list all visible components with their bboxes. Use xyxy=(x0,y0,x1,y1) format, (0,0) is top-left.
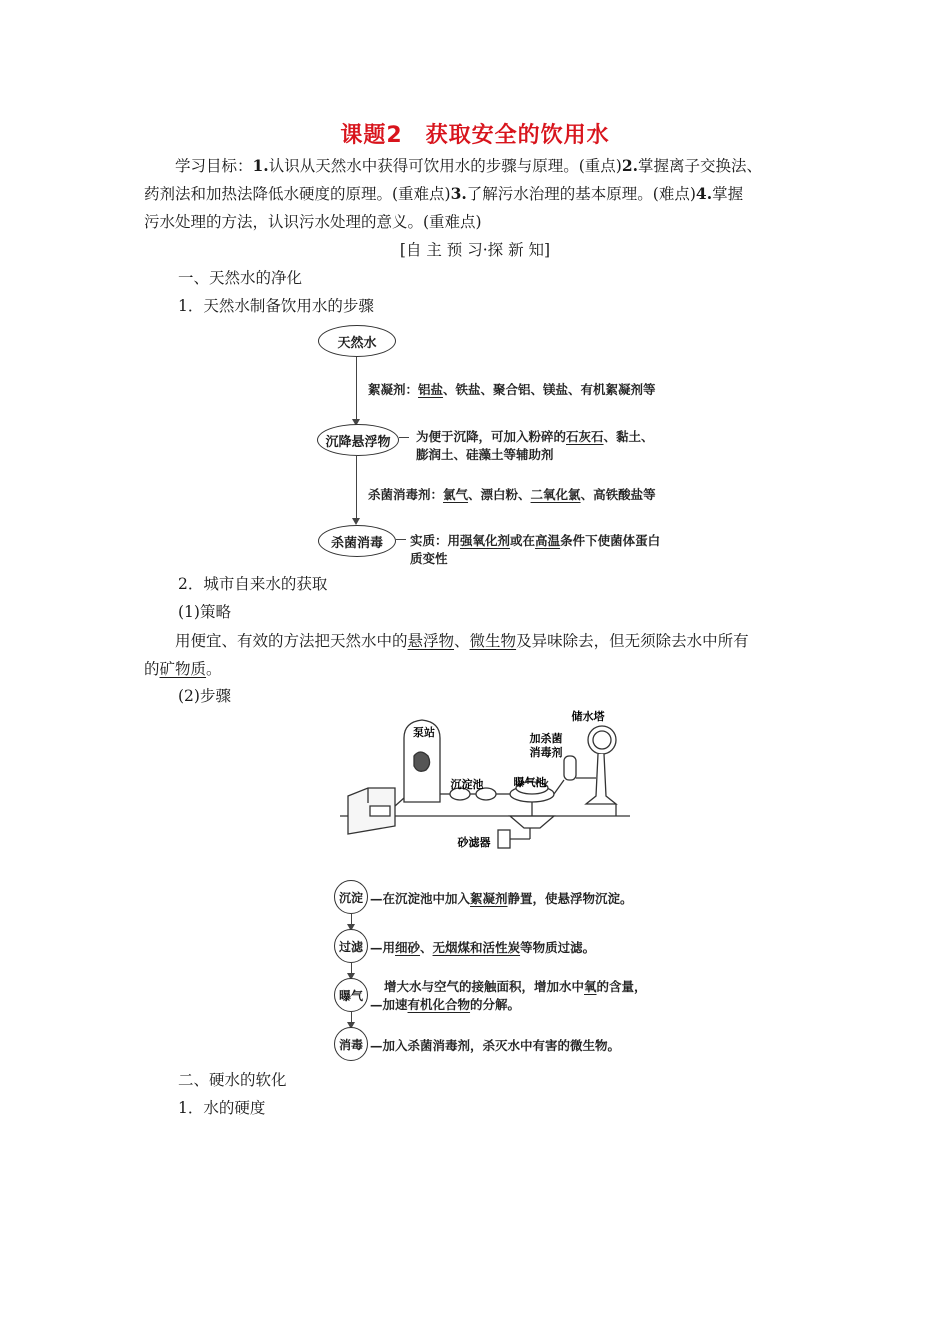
text: 二氧化氯 xyxy=(530,487,581,502)
flow-step-disinfection: 消毒 xyxy=(334,1027,368,1061)
text: 悬浮物 xyxy=(407,632,455,650)
text: 、高铁酸盐等 xyxy=(580,487,656,502)
text: 的分解。 xyxy=(470,997,521,1012)
text: 了解污水治理的基本原理。(难点) xyxy=(466,185,696,203)
text: 、漂白粉、 xyxy=(468,487,531,502)
text: 药剂法和加热法降低水硬度的原理。(重难点) xyxy=(144,185,451,203)
num: 4. xyxy=(695,184,713,203)
objectives-label: 学习目标： xyxy=(175,157,253,175)
text: 絮凝剂 xyxy=(470,891,508,906)
objectives xyxy=(144,152,814,236)
text: 质变性 xyxy=(410,551,448,566)
flow-desc-disinfection: —加入杀菌消毒剂，杀灭水中有害的微生物。 xyxy=(370,1038,621,1053)
text: 的 xyxy=(144,660,160,678)
sand-filter xyxy=(498,830,510,848)
page-title: 课题2 获取安全的饮用水 xyxy=(340,123,610,148)
text: 细砂 xyxy=(395,940,421,955)
text: 掌握 xyxy=(712,185,744,203)
aeration-pool-label: 曝气池 xyxy=(513,776,547,789)
arrow-down-icon xyxy=(352,518,360,525)
text: 用 xyxy=(382,940,396,955)
text: 微生物 xyxy=(469,632,517,650)
text: 的含量， xyxy=(596,979,647,994)
disinfectant-label-1: 加杀菌 xyxy=(529,732,563,745)
text: 为便于沉降，可加入粉碎的 xyxy=(416,429,567,444)
flow-connector xyxy=(351,1012,352,1026)
arrow-down-icon xyxy=(347,973,355,980)
text: 或在 xyxy=(510,533,536,548)
water-tower-label: 储水塔 xyxy=(571,710,605,723)
flow-node-disinfection: 杀菌消毒 xyxy=(318,525,396,557)
text: 杀菌消毒剂： xyxy=(368,487,444,502)
section-heading-1: 一、天然水的净化 xyxy=(178,269,303,287)
text: 氯气 xyxy=(443,487,469,502)
arrow-down-icon xyxy=(347,924,355,931)
subsection-heading-2-1: 1．水的硬度 xyxy=(178,1099,266,1117)
pump-station-label: 泵站 xyxy=(413,726,435,739)
water-plant-illustration xyxy=(340,708,630,858)
text: 等物质过滤。 xyxy=(520,940,596,955)
text: 在沉淀池中加入 xyxy=(382,891,471,906)
sand-filter-label: 砂滤器 xyxy=(457,836,491,849)
flow-step-filtration: 过滤 xyxy=(334,929,368,963)
flow-step-disinfectant xyxy=(368,485,656,503)
num: 2. xyxy=(621,156,638,175)
flow-desc-aeration: 增大水与空气的接触面积，增加水中氧的含量， —加速有机化合物的分解。 xyxy=(370,979,647,1012)
text: 增大水与空气的接触面积，增加水中 xyxy=(384,979,585,994)
text: 及异味除去，但无须除去水中所有 xyxy=(516,632,749,650)
num: 3. xyxy=(450,184,467,203)
sedimentation-tank-label: 沉淀池 xyxy=(450,778,484,791)
text: 污水处理的方法，认识污水处理的意义。(重难点) xyxy=(144,213,482,231)
text: 加速 xyxy=(382,997,408,1012)
flow-step-sedimentation: 沉淀 xyxy=(334,880,368,914)
arrow-down-icon xyxy=(347,1022,355,1029)
section-banner: [自 主 预 习·探 新 知] xyxy=(399,241,551,259)
text: 认识从天然水中获得可饮用水的步骤与原理。(重点) xyxy=(268,157,622,175)
flow-connector xyxy=(399,437,409,438)
flow-node-sedimentation: 沉降悬浮物 xyxy=(317,424,399,456)
subsection-heading-1-1: 1．天然水制备饮用水的步骤 xyxy=(178,297,374,315)
text: 矿物质 xyxy=(159,660,207,678)
flow-connector xyxy=(356,456,357,522)
text: 、 xyxy=(420,940,433,955)
text: 无烟煤和活性炭 xyxy=(432,940,521,955)
text: 膨润土、硅藻土等辅助剂 xyxy=(416,447,554,462)
flow-connector xyxy=(396,539,406,540)
text: 铝盐 xyxy=(418,382,444,397)
strategy-text xyxy=(144,627,814,683)
text: 用便宜、有效的方法把天然水中的 xyxy=(175,632,408,650)
strategy-heading: (1)策略 xyxy=(178,603,231,621)
flow-connector xyxy=(351,963,352,977)
flow-step-aeration: 曝气 xyxy=(334,978,368,1012)
section-heading-2: 二、硬水的软化 xyxy=(178,1071,287,1089)
text: 静置，使悬浮物沉淀。 xyxy=(507,891,633,906)
flow-connector xyxy=(351,914,352,928)
text: 石灰石 xyxy=(566,429,604,444)
text: 、铁盐、聚合铝、镁盐、有机絮凝剂等 xyxy=(443,382,656,397)
text: 条件下使菌体蛋白 xyxy=(560,533,661,548)
flow-desc-sedimentation: —在沉淀池中加入絮凝剂静置，使悬浮物沉淀。 xyxy=(370,891,633,906)
text: 实质：用 xyxy=(410,533,461,548)
flow-note-sedimentation xyxy=(416,428,654,464)
flow-step-flocculant xyxy=(368,380,656,398)
text: 高温 xyxy=(535,533,561,548)
text: 有机化合物 xyxy=(407,997,471,1012)
text: 、 xyxy=(454,632,470,650)
text: 强氧化剂 xyxy=(460,533,511,548)
num: 1. xyxy=(252,156,269,175)
text: 加入杀菌消毒剂，杀灭水中有害的微生物。 xyxy=(382,1038,621,1053)
arrow-down-icon xyxy=(352,419,360,426)
flow-desc-filtration: —用细砂、无烟煤和活性炭等物质过滤。 xyxy=(370,940,596,955)
text: 氧 xyxy=(584,979,597,994)
text: 。 xyxy=(206,660,222,678)
text: 絮凝剂： xyxy=(368,382,419,397)
steps-heading: (2)步骤 xyxy=(178,687,231,705)
flow-node-natural-water: 天然水 xyxy=(318,325,396,357)
subsection-heading-1-2: 2．城市自来水的获取 xyxy=(178,575,328,593)
flow-connector xyxy=(356,357,357,423)
disinfectant-label-2: 消毒剂 xyxy=(529,746,563,759)
flow-note-disinfection xyxy=(410,532,660,568)
disinfectant-tank xyxy=(564,756,576,780)
text: 掌握离子交换法、 xyxy=(638,157,763,175)
text: 、黏土、 xyxy=(603,429,654,444)
